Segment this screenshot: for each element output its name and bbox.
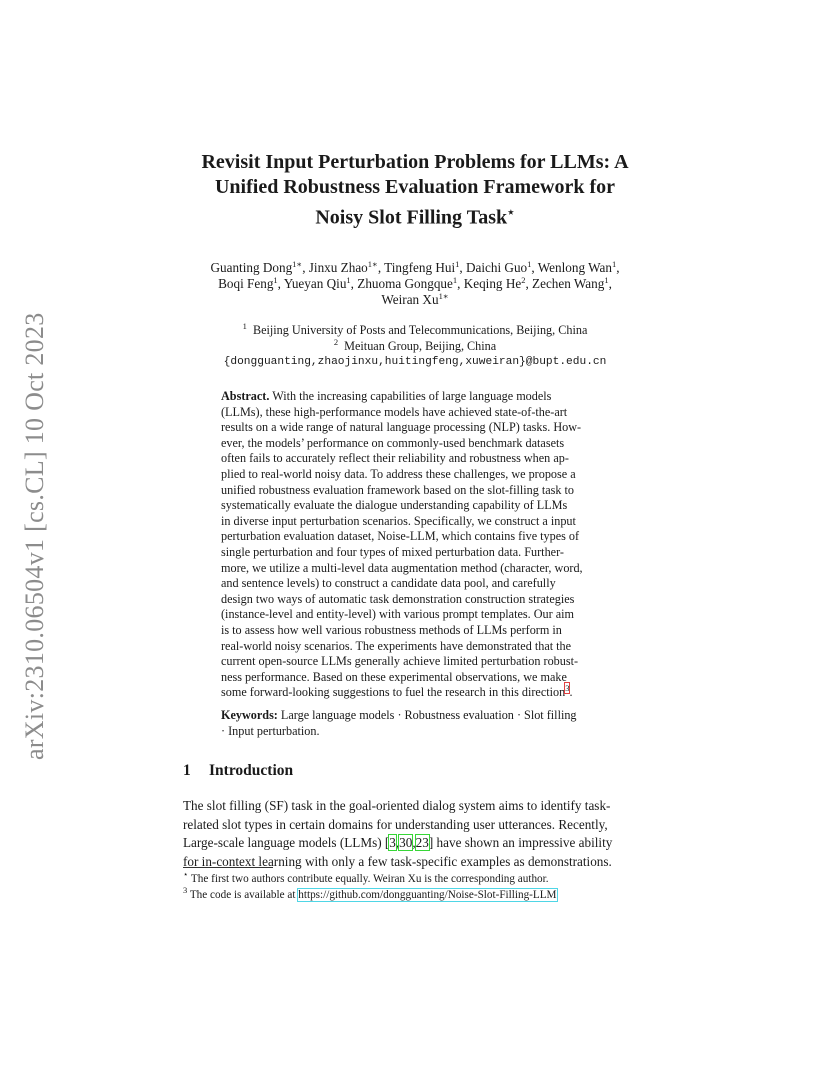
- abstract-line: design two ways of automatic task demonstration construction strategies: [221, 591, 575, 606]
- intro-line: ] have shown an impressive ability: [428, 835, 613, 851]
- abstract-period: .: [569, 685, 573, 700]
- abstract-line: current open-source LLMs generally achieve limited perturbation robust-: [221, 654, 579, 669]
- abstract-line: (instance-level and entity-level) with various prompt templates. Our aim: [221, 607, 574, 622]
- section-title: Introduction: [209, 762, 294, 779]
- footnote-1: The first two authors contribute equally. Weiran Xu is the corresponding author.: [188, 873, 549, 885]
- author-affil-mark: 1: [527, 259, 532, 269]
- author-name: Weiran Xu: [381, 292, 439, 307]
- abstract-line: plied to real-world noisy data. To address these challenges, we propose a: [221, 466, 576, 481]
- author-name: Zhuoma Gongque: [357, 276, 453, 291]
- abstract-line: and sentence levels) to construct a candidate data pool, and carefully: [221, 576, 556, 591]
- title-footnote-mark: ⋆: [507, 205, 515, 219]
- intro-line: related slot types in certain domains for understanding user utterances. Recently,: [183, 816, 608, 832]
- keywords-line-2: · Input perturbation.: [221, 723, 320, 738]
- citation-link[interactable]: 30: [399, 835, 413, 851]
- intro-line: Large-scale language models (LLMs) [: [183, 835, 390, 851]
- footnote-2: The code is available at: [187, 888, 299, 901]
- abstract-line: With the increasing capabilities of large language models: [269, 389, 552, 403]
- footnote-ref-link[interactable]: 3: [565, 683, 570, 694]
- title-line-1: Revisit Input Perturbation Problems for LLMs: A: [201, 151, 629, 173]
- author-affil-mark: 1: [611, 259, 617, 269]
- intro-line: The slot filling (SF) task in the goal-oriented dialog system aims to identify task-: [183, 798, 611, 813]
- author-affil-mark: 1: [455, 259, 460, 269]
- code-url-link[interactable]: https://github.com/dongguanting/Noise-Slot-Filling-LLM: [298, 888, 557, 901]
- abstract-line: unified robustness evaluation framework based on the slot-filling task to: [221, 482, 575, 497]
- abstract-line: more, we utilize a multi-level data augmentation method (character, word,: [221, 560, 583, 575]
- affiliation-2: Meituan Group, Beijing, China: [344, 339, 497, 353]
- abstract-line: systematically evaluate the dialogue understanding capability of LLMs: [221, 498, 568, 513]
- author-name: Jinxu Zhao: [308, 260, 368, 275]
- author-affil-mark: 1∗: [367, 259, 378, 269]
- intro-paragraph: The slot filling (SF) task in the goal-oriented dialog system aims to identify task- related slot types in certain domains for understanding user utterances. Recently, Large-scale language models (LLMs) [3,30,23] have shown an impressive ability for in-context learning with only a few task-specific examples as demonstrations.: [183, 797, 653, 871]
- footnotes: [183, 869, 653, 903]
- footnote-mark: 3: [183, 884, 188, 895]
- section-heading: [183, 762, 293, 780]
- affiliation-mark: 1: [242, 321, 247, 331]
- author-affil-mark: 1: [346, 275, 351, 285]
- intro-line: for in-context learning with only a few task-specific examples as demonstrations.: [183, 853, 612, 869]
- author-name: Yueyan Qiu: [283, 276, 347, 291]
- keywords: [221, 708, 613, 739]
- affiliation-mark: 2: [333, 337, 339, 347]
- abstract-line: single perturbation and four types of mixed perturbation data. Further-: [221, 544, 564, 559]
- author-name: Tingfeng Hui: [384, 260, 456, 275]
- keywords-label: Keywords:: [221, 708, 278, 722]
- footnote-mark: ⋆: [183, 869, 189, 879]
- author-name: Daichi Guo: [465, 260, 528, 275]
- abstract-line: perturbation evaluation dataset, Noise-LLM, which contains five types of: [221, 529, 580, 544]
- section-number: 1: [183, 762, 191, 779]
- author-affil-mark: 1∗: [292, 259, 303, 269]
- abstract-line: ness performance. Based on these experimental observations, we make: [221, 669, 567, 684]
- abstract-line: often fails to accurately reflect their reliability and robustness when ap-: [221, 451, 569, 466]
- author-emails: {dongguanting,zhaojinxu,huitingfeng,xuweiran}@bupt.edu.cn: [223, 356, 607, 368]
- keywords-line-1: Large language models · Robustness evaluation · Slot filling: [277, 708, 577, 722]
- affiliation-1: Beijing University of Posts and Telecommunications, Beijing, China: [252, 323, 588, 337]
- arxiv-identifier: arXiv:2310.06504v1 [cs.CL] 10 Oct 2023: [20, 312, 49, 760]
- author-list: Guanting Dong$^{1∗}$, Jinxu Zhao$^{1∗}$, Tingfeng Hui$^1$, Daichi Guo$^1$, Wenlong Wan$^1$, Boqi Feng$^1$, Yueyan Qiu$^1$, Zhuoma Gongque$^1$, Keqing He$^2$, Zechen Wang$^1$, Weiran $Xu^{1∗}$: [210, 259, 620, 307]
- abstract-line: real-world noisy scenarios. The experiments have demonstrated that the: [221, 638, 572, 653]
- abstract: [221, 389, 613, 701]
- abstract-label: Abstract.: [221, 389, 270, 403]
- author-name: Zechen Wang: [532, 276, 605, 291]
- abstract-line: is to assess how well various robustness methods of LLMs perform in: [221, 622, 562, 637]
- title-line-2: Unified Robustness Evaluation Framework for: [214, 176, 615, 198]
- author-affil-mark: 1: [273, 275, 278, 285]
- author-affil-mark: 2: [521, 275, 526, 285]
- author-affil-mark: 1: [604, 275, 609, 285]
- author-name: Guanting Dong: [210, 260, 293, 275]
- author-affil-mark: 1: [452, 275, 458, 285]
- title-line-3: Noisy Slot Filling Task: [315, 206, 508, 229]
- author-name: Keqing He: [463, 276, 522, 291]
- abstract-line: (LLMs), these high-performance models have achieved state-of-the-art: [221, 404, 568, 419]
- citation-link[interactable]: 3: [389, 835, 396, 851]
- footnote-divider: [183, 867, 273, 868]
- abstract-line: results on a wide range of natural language processing (NLP) tasks. How-: [221, 420, 582, 435]
- abstract-line: some forward-looking suggestions to fuel the research in this direction: [221, 685, 566, 700]
- affiliations: [150, 322, 680, 370]
- paper-title: [150, 150, 680, 231]
- citation-link[interactable]: 23: [415, 835, 429, 851]
- author-name: Wenlong Wan: [537, 260, 612, 275]
- author-affil-mark: 1∗: [438, 291, 449, 301]
- abstract-line: ever, the models’ performance on commonly-used benchmark datasets: [221, 435, 565, 450]
- author-name: Boqi Feng: [218, 276, 274, 291]
- abstract-line: in diverse input perturbation scenarios. Specifically, we construct a input: [221, 513, 576, 528]
